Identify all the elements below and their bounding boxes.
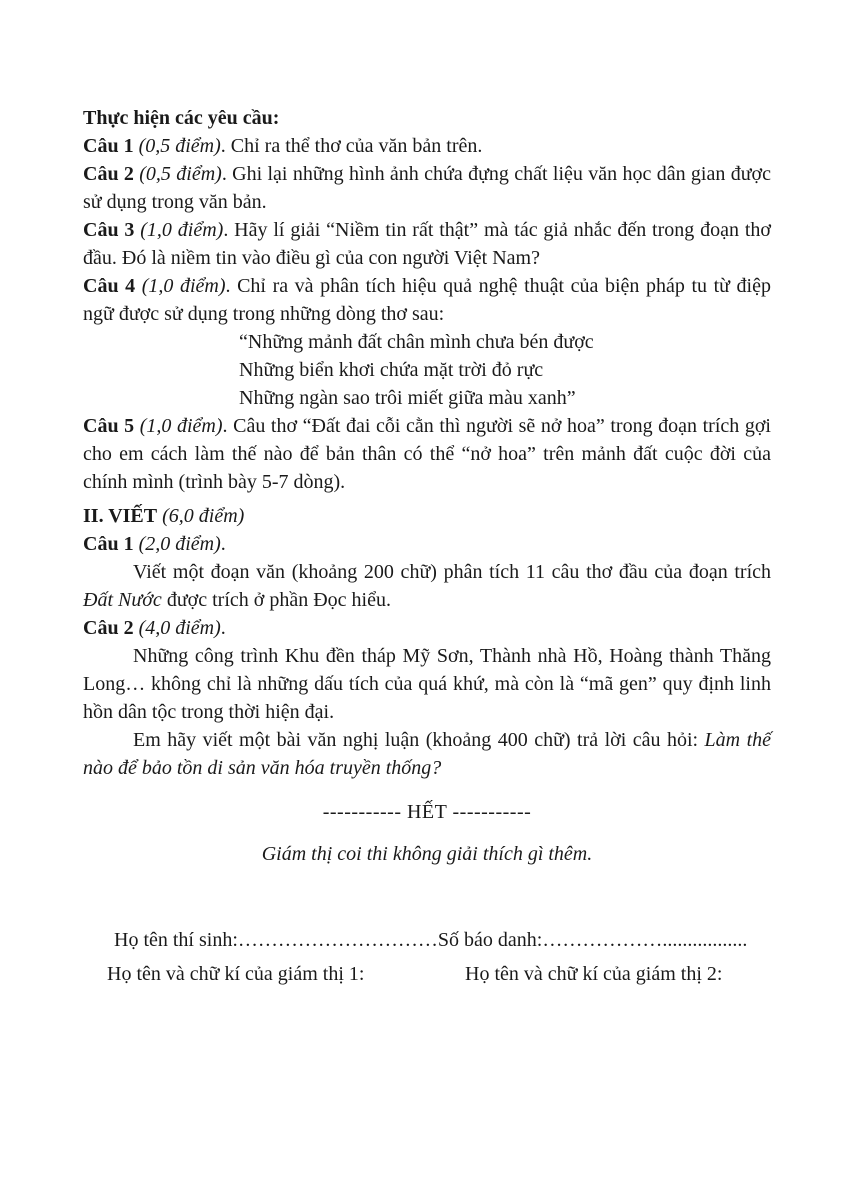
question-3-text: . Hãy lí giải “Niềm tin rất thật” mà tác giả nhắc đến trong đoạn thơ đầu. Đó là niềm tin vào điều gì của con người Việt Nam? <box>83 219 771 269</box>
proctor-signature-line <box>83 960 771 988</box>
question-5-label: Câu 5 <box>83 415 135 437</box>
writing-q1-body-tail: được trích ở phần Đọc hiểu. <box>161 589 391 611</box>
writing-question-2-heading <box>83 614 771 642</box>
poem-line-2: Những biển khơi chứa mặt trời đỏ rực <box>239 359 544 381</box>
question-5 <box>83 412 771 496</box>
writing-heading-label: II. VIẾT <box>83 505 158 527</box>
question-4-text: . Chỉ ra và phân tích hiệu quả nghệ thuật của biện pháp tu từ điệp ngữ được sử dụng trong những dòng thơ sau: <box>83 275 771 325</box>
question-1 <box>83 132 771 160</box>
proctor-2-label: Họ tên và chữ kí của giám thị 2: <box>465 963 723 985</box>
writing-question-2-para2 <box>83 726 771 782</box>
question-1-text: . Chỉ ra thể thơ của văn bản trên. <box>220 135 483 157</box>
question-1-label: Câu 1 <box>83 135 134 157</box>
question-5-score: (1,0 điểm) <box>134 415 223 437</box>
poem-line-1: “Những mảnh đất chân mình chưa bén được <box>239 331 594 353</box>
writing-section-heading <box>83 502 771 530</box>
writing-q1-body-title: Đất Nước <box>83 589 162 611</box>
writing-q2-label: Câu 2 <box>83 617 134 639</box>
question-4-label: Câu 4 <box>83 275 136 297</box>
proctor-1-label: Họ tên và chữ kí của giám thị 1: <box>107 963 365 985</box>
document-content <box>83 104 771 988</box>
writing-question-1-body <box>83 558 771 614</box>
question-2-text: . Ghi lại những hình ảnh chứa đựng chất liệu văn học dân gian được sử dụng trong văn bản. <box>83 163 771 213</box>
question-3 <box>83 216 771 272</box>
writing-question-2-para1: Những công trình Khu đền tháp Mỹ Sơn, Thành nhà Hồ, Hoàng thành Thăng Long… không chỉ là những dấu tích của quá khứ, mà còn là “mã gen” quy định linh hồn dân tộc trong thời hiện đại. <box>83 645 771 723</box>
reading-requirements-heading: Thực hiện các yêu cầu: <box>83 107 280 129</box>
writing-q1-body-text: Viết một đoạn văn (khoảng 200 chữ) phân tích 11 câu thơ đầu của đoạn trích <box>133 561 771 583</box>
proctor-note: Giám thị coi thi không giải thích gì thêm. <box>261 843 593 865</box>
writing-question-1-heading <box>83 530 771 558</box>
end-of-exam-marker: ----------- HẾT ----------- <box>322 801 532 823</box>
question-4 <box>83 272 771 328</box>
writing-heading-score: (6,0 điểm) <box>157 505 245 527</box>
writing-q1-label: Câu 1 <box>83 533 134 555</box>
question-1-score: (0,5 điểm) <box>133 135 221 157</box>
question-2-score: (0,5 điểm) <box>133 163 222 185</box>
writing-q1-dot: . <box>220 533 226 555</box>
question-3-score: (1,0 điểm) <box>134 219 224 241</box>
poem-line-3: Những ngàn sao trôi miết giữa màu xanh” <box>239 387 576 409</box>
writing-q2-para2-text: Em hãy viết một bài văn nghị luận (khoảng 400 chữ) trả lời câu hỏi: <box>133 729 705 751</box>
writing-q1-score: (2,0 điểm) <box>133 533 221 555</box>
question-5-text: . Câu thơ “Đất đai cỗi cằn thì người sẽ nở hoa” trong đoạn trích gợi cho em cách làm thế nào để bản thân có thể “nở hoa” trên mảnh đất cuộc đời của chính mình (trình bày 5-7 dòng). <box>83 415 771 493</box>
question-3-label: Câu 3 <box>83 219 135 241</box>
question-4-score: (1,0 điểm) <box>135 275 226 297</box>
question-2-label: Câu 2 <box>83 163 134 185</box>
candidate-name-line: Họ tên thí sinh:…………………………Số báo danh:………………................. <box>114 929 748 951</box>
writing-q2-para2-question: Làm thế nào để bảo tồn di sản văn hóa truyền thống? <box>83 729 772 779</box>
signature-block <box>83 926 771 988</box>
writing-q2-dot: . <box>220 617 226 639</box>
question-2 <box>83 160 771 216</box>
poem-quote-block <box>83 328 771 412</box>
writing-q2-score: (4,0 điểm) <box>133 617 221 639</box>
